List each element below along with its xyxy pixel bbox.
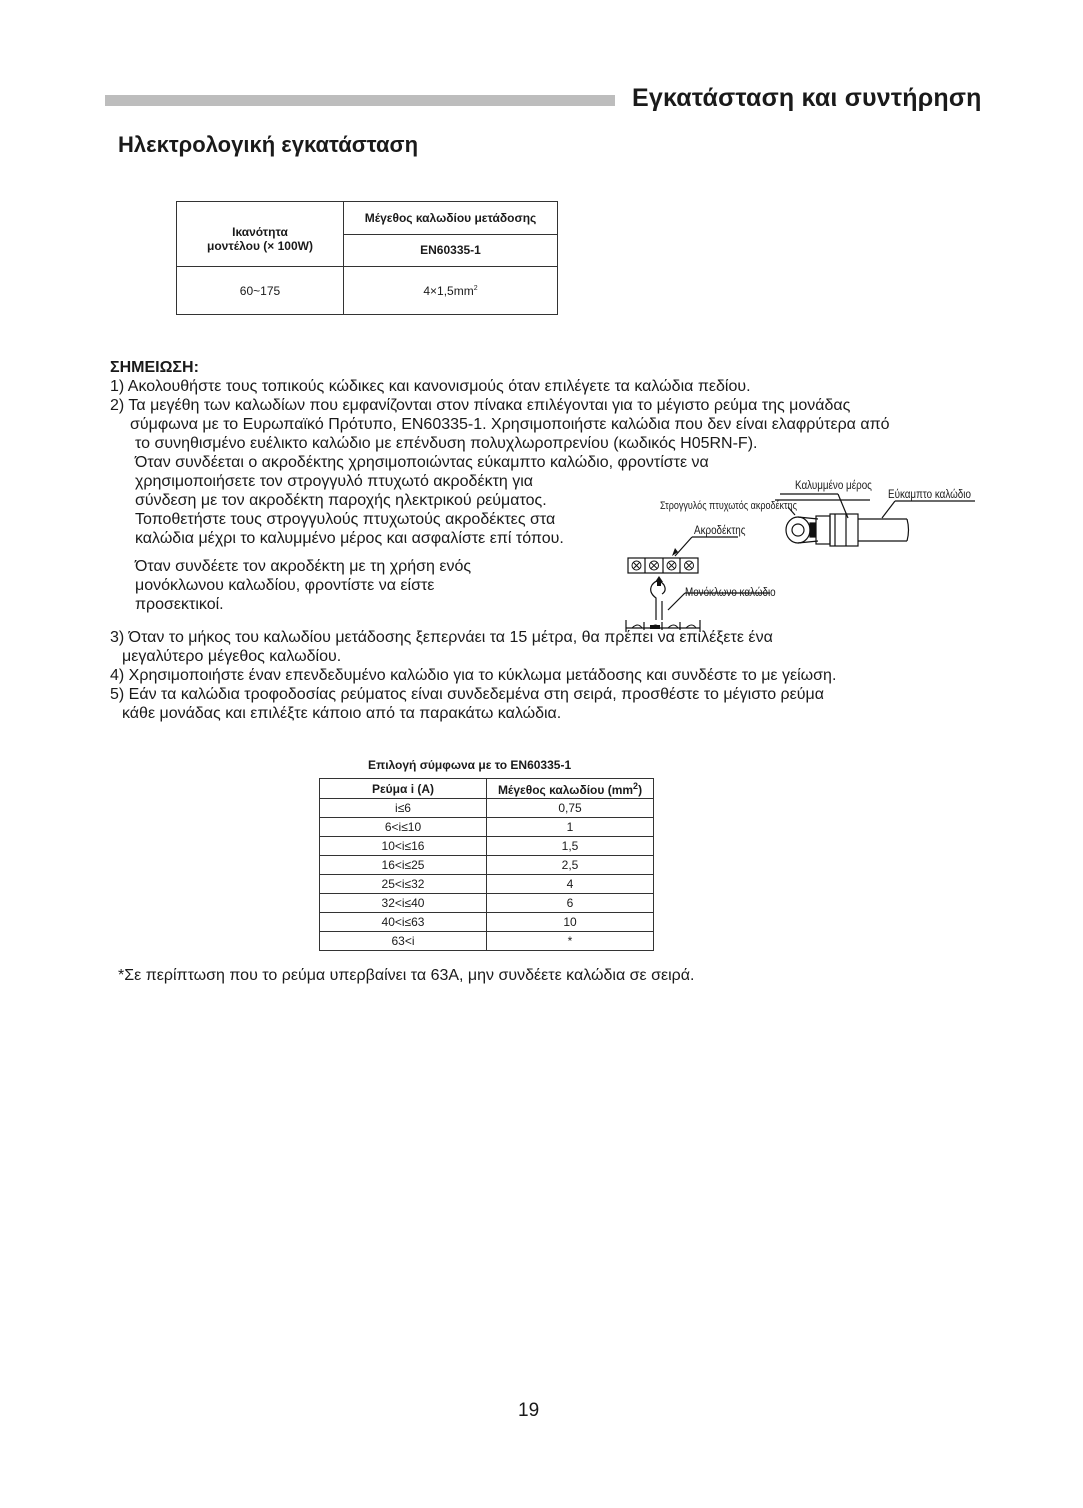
page-number: 19	[518, 1400, 540, 1421]
size-cell	[344, 267, 558, 315]
label-terminal: Ακροδέκτης	[694, 523, 746, 537]
current-cell: 10<i≤16	[320, 837, 487, 856]
current-cell: 25<i≤32	[320, 875, 487, 894]
note-item-4: 4) Χρησιμοποιήστε έναν επενδεδυμένο καλώδιο για το κύκλωμα μετάδοσης και συνδέστε το με γείωση.	[110, 667, 837, 684]
size-cell: 10	[487, 913, 654, 932]
capacity-cell: 60~175	[177, 267, 344, 315]
size-cell: *	[487, 932, 654, 951]
note-item-2-line4: Όταν συνδέεται ο ακροδέκτης χρησιμοποιώντας εύκαμπτο καλώδιο, φροντίστε να	[135, 454, 709, 471]
table-row	[320, 818, 654, 837]
size-cell: 6	[487, 894, 654, 913]
table-row	[320, 875, 654, 894]
size-cell: 0,75	[487, 799, 654, 818]
size-cell: 2,5	[487, 856, 654, 875]
current-cell: 16<i≤25	[320, 856, 487, 875]
label-covered-part: Καλυμμένο μέρος	[795, 478, 872, 492]
cable-size-header: Μέγεθος καλωδίου μετάδοσης	[344, 202, 558, 235]
capacity-header	[177, 202, 344, 267]
note-item-2-line7: Τοποθετήστε τους στρογγυλούς πτυχωτούς ακροδέκτες στα	[135, 511, 556, 528]
note-item-2-line8: καλώδια μέχρι το καλυμμένο μέρος και ασφαλίστε επί τόπου.	[135, 530, 564, 547]
terminal-wiring-diagram	[620, 470, 990, 640]
table-row	[320, 894, 654, 913]
footnote: *Σε περίπτωση που το ρεύμα υπερβαίνει τα 63A, μην συνδέετε καλώδια σε σειρά.	[118, 967, 695, 984]
note-item-3-line2: μεγαλύτερο μέγεθος καλωδίου.	[122, 648, 342, 665]
current-cell: 40<i≤63	[320, 913, 487, 932]
header-divider-bar	[105, 95, 615, 106]
note-title: ΣΗΜΕΙΩΣΗ:	[110, 359, 199, 376]
label-flexible-cable: Εύκαμπτο καλώδιο	[888, 487, 971, 501]
note-item-5-line2: κάθε μονάδας και επιλέξτε κάποιο από τα παρακάτω καλώδια.	[122, 705, 562, 722]
note-item-2-line3: το συνηθισμένο ευέλικτο καλώδιο με επένδυση πολυχλωροπρενίου (κωδικός H05RN-F).	[135, 435, 758, 452]
note-item-2-line6: σύνδεση με τον ακροδέκτη παροχής ηλεκτρικού ρεύματος.	[135, 492, 547, 509]
note-item-5-line1: 5) Εάν τα καλώδια τροφοδοσίας ρεύματος είναι συνδεδεμένα στη σειρά, προσθέστε το μέγιστο ρεύμα	[110, 686, 824, 703]
note-item-2-line2: σύμφωνα με το Ευρωπαϊκό Πρότυπο, EN60335-1. Χρησιμοποιήστε καλώδια που δεν είναι ελαφρύτερα από	[130, 416, 890, 433]
size-cell: 1	[487, 818, 654, 837]
size-value: 4×1,5mm	[423, 283, 474, 298]
size-superscript: 2	[473, 284, 478, 292]
note-item-2-line1: 2) Τα μεγέθη των καλωδίων που εμφανίζονται στον πίνακα επιλέγονται για το μέγιστο ρεύμα της μονάδας	[110, 397, 851, 414]
current-cell: 63<i	[320, 932, 487, 951]
section-title: Ηλεκτρολογική εγκατάσταση	[118, 132, 419, 157]
cable-selection-table	[319, 778, 654, 951]
note-item-2-line5: χρησιμοποιήσετε τον στρογγυλό πτυχωτό ακροδέκτη για	[135, 473, 534, 490]
current-cell: 32<i≤40	[320, 894, 487, 913]
selection-table-title: Επιλογή σύμφωνα με το EN60335-1	[368, 758, 572, 772]
table-row	[320, 932, 654, 951]
size-cell: 1,5	[487, 837, 654, 856]
cable-size-header	[487, 779, 654, 799]
note-item-2-line10: μονόκλωνου καλωδίου, φροντίστε να είστε	[135, 577, 435, 594]
cable-size-header-text: Μέγεθος καλωδίου (mm	[497, 782, 634, 797]
label-single-core-cable: Μονόκλωνο καλώδιο	[685, 585, 776, 599]
note-item-1: 1) Ακολουθήστε τους τοπικούς κώδικες και κανονισμούς όταν επιλέγετε τα καλώδια πεδίου.	[110, 378, 751, 395]
cable-size-header-sup: 2	[633, 780, 639, 791]
capacity-header-line2: μοντέλου (× 100W)	[207, 239, 313, 253]
table-row	[320, 856, 654, 875]
table-row	[320, 913, 654, 932]
cable-spec-table	[176, 201, 558, 315]
table-row	[320, 837, 654, 856]
size-cell: 4	[487, 875, 654, 894]
label-round-crimp-terminal: Στρογγυλός πτυχωτός ακροδέκτης	[660, 500, 797, 512]
cable-size-header-end: )	[638, 782, 643, 797]
current-cell: 6<i≤10	[320, 818, 487, 837]
note-item-2-line11: προσεκτικοί.	[135, 596, 224, 613]
chapter-title: Εγκατάσταση και συντήρηση	[632, 84, 982, 112]
table-row	[177, 267, 558, 315]
current-header: Ρεύμα i (A)	[320, 779, 487, 799]
note-item-3-line1: 3) Όταν το μήκος του καλωδίου μετάδοσης ξεπερνάει τα 15 μέτρα, θα πρέπει να επιλέξετε ένα	[110, 629, 773, 646]
current-cell: i≤6	[320, 799, 487, 818]
capacity-header-line1: Ικανότητα	[232, 225, 288, 239]
note-item-2-line9: Όταν συνδέετε τον ακροδέκτη με τη χρήση ενός	[135, 558, 472, 575]
table-row	[320, 799, 654, 818]
standard-subheader: EN60335-1	[344, 234, 558, 267]
